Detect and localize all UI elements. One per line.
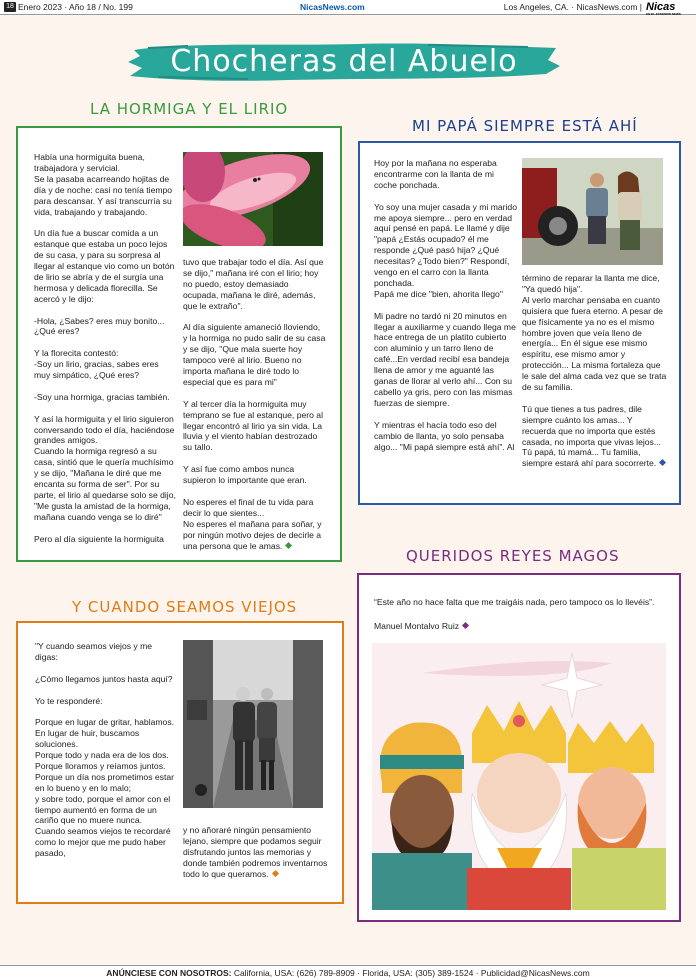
paragraph: Se la pasaba acarreando hojitas de día y de noche: casi no tenía tiempo para descansar. Y así transcurría su vida, trabajando y trabajando. <box>34 173 173 217</box>
paragraph: Pero al día siguiente la hormiguita <box>34 533 164 544</box>
site-link[interactable]: NicasNews.com <box>300 2 365 12</box>
paragraph: Y la florecita contestó: <box>34 348 119 359</box>
elderly-couple-photo <box>183 640 323 808</box>
page-number: 18 <box>4 2 16 12</box>
paragraph: Porque todo y nada era de los dos. <box>35 750 169 761</box>
end-diamond-icon <box>285 541 292 548</box>
paragraph: Había una hormiguita buena, trabajadora y servicial. <box>34 152 145 173</box>
paragraph: ¿Cómo llegamos juntos hasta aquí? <box>35 673 173 684</box>
issue-info: Enero 2023 · Año 18 / No. 199 <box>18 2 133 12</box>
nicas-logo: Nicas EN EL EXTERIOR NEWS <box>646 1 681 16</box>
article-title-viejos: Y CUANDO SEAMOS VIEJOS <box>72 598 298 616</box>
footer-bar <box>0 965 696 980</box>
paragraph: Y así fue como ambos nunca supieron lo importante que eran. <box>183 464 307 486</box>
three-kings-illustration <box>372 643 666 910</box>
paragraph: Y así la hormiguita y el lirio siguieron conversando todo el día, haciéndose grandes amigos. <box>34 413 175 446</box>
end-diamond-icon <box>462 622 469 629</box>
section-title: Chocheras del Abuelo <box>170 44 518 79</box>
article-title-hormiga: LA HORMIGA Y EL LIRIO <box>90 100 289 118</box>
paragraph: Y mientras el hacía todo eso del cambio de llanta, yo solo pensaba algo... "Mi papá siempre está ahí". Al <box>374 419 515 452</box>
top-bar <box>0 0 696 15</box>
paragraph: Cuando la hormiga regresó a su casa, sintió que le quería muchísimo y se dijo, "Mañana le diré que me encanta su forma de ser". Por su parte, el lirio al quedarse solo se dijo, "Me gusta la amistad de la hormiga, mañana cuando venga se lo diré" <box>34 446 176 522</box>
papa-column-2 <box>522 273 668 469</box>
father-tire-photo <box>522 158 663 265</box>
viejos-column-1 <box>35 641 177 859</box>
paragraph: En lugar de huir, buscamos soluciones. <box>35 728 140 750</box>
paragraph: tuvo que trabajar todo el día. Así que se dijo," mañana iré con el lirio; hoy no puedo, estoy demasiado ocupada, mañana le diré, además, que le extraño". <box>183 257 324 311</box>
location-site: Los Angeles, CA. · NicasNews.com | <box>503 2 642 12</box>
paragraph: Un día fue a buscar comida a un estanque que estaba un poco lejos de su casa, y para su sorpresa al llegar al estanque vio como un botón de lirio se abría y de el surgía una hermosa y delicada florecilla. Se acercó y le dijo: <box>34 228 175 304</box>
lily-ant-photo <box>183 152 323 246</box>
paragraph: Al día siguiente amaneció lloviendo, y la hormiga no pudo salir de su casa y se dijo, "Que mala suerte hoy tampoco veré al lirio. Bueno no importa mañana le diré todo lo especial que es para mi" <box>183 322 326 387</box>
paragraph: Cuando seamos viejos te recordaré como lo mejor que me pudo haber pasado, <box>35 826 171 859</box>
end-diamond-icon <box>271 870 278 877</box>
quote-author: Manuel Montalvo Ruiz <box>374 621 468 631</box>
paragraph: -Soy una hormiga, gracias también. <box>34 391 170 402</box>
viejos-column-2 <box>183 825 329 880</box>
article-title-reyes: QUERIDOS REYES MAGOS <box>406 547 620 565</box>
paragraph: Porque un día nos prometimos estar en lo bueno y en lo malo; <box>35 771 175 793</box>
paragraph: "Y cuando seamos viejos y me digas: <box>35 641 153 662</box>
paragraph: Mi padre no tardó ni 20 minutos en llegar a auxiliarme y cuando llega me hace entrega de un platito cubierto con aluminio y un tarro lleno de café...En verdad recibí esa bandeja llena de amor y me aguanté las ganas de llorar al verlo ahí... Con su cabello ya gris, pero con las mismas fuerzas de siempre. <box>374 310 516 408</box>
article-title-papa: MI PAPÁ SIEMPRE ESTÁ AHÍ <box>412 117 638 135</box>
paragraph: Al verlo marchar pensaba en cuanto quisiera que fuera eterno. A pesar de que físicamente ya no es el mismo hombre joven que veía lleno de energía... En él sigue ese mismo espíritu, ese mismo amor y protección... La misma fortaleza que le sale del alma cada vez que se trata de su familia. <box>522 294 667 393</box>
paragraph: y sobre todo, porque el amor con el tiempo aumentó en forma de un cariño que no muere nunca. <box>35 793 171 826</box>
paragraph: Porque en lugar de gritar, hablamos. <box>35 717 175 728</box>
hormiga-column-1 <box>34 152 176 545</box>
paragraph: Yo soy una mujer casada y mi marido me apoya siempre... pero en verdad aquí pensé en papá. Le llamé y dije "papá ¿Estás ocupado? él me responde ¿Qué pasó hija? ¿Qué necesitas? ¿Todo bien?" Respondí, vengo en el carro con la llanta ponchada. <box>374 201 517 288</box>
paragraph: Tú que tienes a tus padres, dile siempre cuánto los amas... Y recuerda que no importa que estés casada, no importa que vivas lejos... Tú papá, tú mamá... Tu familia, siempre estará ahí para socorrerte. <box>522 404 668 469</box>
paragraph: Papá me dice "bien, ahorita llego" <box>374 288 503 299</box>
paragraph: Yo te responderé: <box>35 695 103 706</box>
paragraph: No esperes el final de tu vida para decir lo que sientes... <box>183 496 314 518</box>
paragraph: -Soy un lirio, gracias, sabes eres muy simpático, ¿Qué eres? <box>34 359 159 381</box>
paragraph: No esperes el mañana para soñar, y por ningún motivo dejes de decirle a una persona que le amas. <box>183 518 322 551</box>
paragraph: Hoy por la mañana no esperaba encontrarme con la llanta de mi coche ponchada. <box>374 158 497 190</box>
end-diamond-icon <box>659 459 666 466</box>
papa-column-1 <box>374 158 517 452</box>
paragraph: Porque lloramos y reíamos juntos. <box>35 760 166 771</box>
hormiga-column-2 <box>183 257 326 551</box>
paragraph: y no añoraré ningún pensamiento lejano, siempre que podamos seguir disfrutando juntos las memorias y donde también podremos inventarnos todo lo que queramos. <box>183 825 328 879</box>
footer-label: ANÚNCIESE CON NOSOTROS: <box>106 968 232 978</box>
paragraph: Y al tercer día la hormiguita muy temprano se fue al estanque, pero al llegar encontró al lirio ya sin vida. La lluvia y el viento habían destrozado su tallo. <box>183 398 323 453</box>
reyes-quote: “Este año no hace falta que me traigáis nada, pero tampoco os lo llevéis”. <box>374 597 655 607</box>
paragraph: término de reparar la llanta me dice, "Ya quedó hija". <box>522 273 660 294</box>
footer-contact: California, USA: (626) 789-8909 · Florida, USA: (305) 389-1524 · Publicidad@NicasNews.com <box>231 968 590 978</box>
paragraph: -Hola, ¿Sabes? eres muy bonito... ¿Qué eres? <box>34 315 165 337</box>
